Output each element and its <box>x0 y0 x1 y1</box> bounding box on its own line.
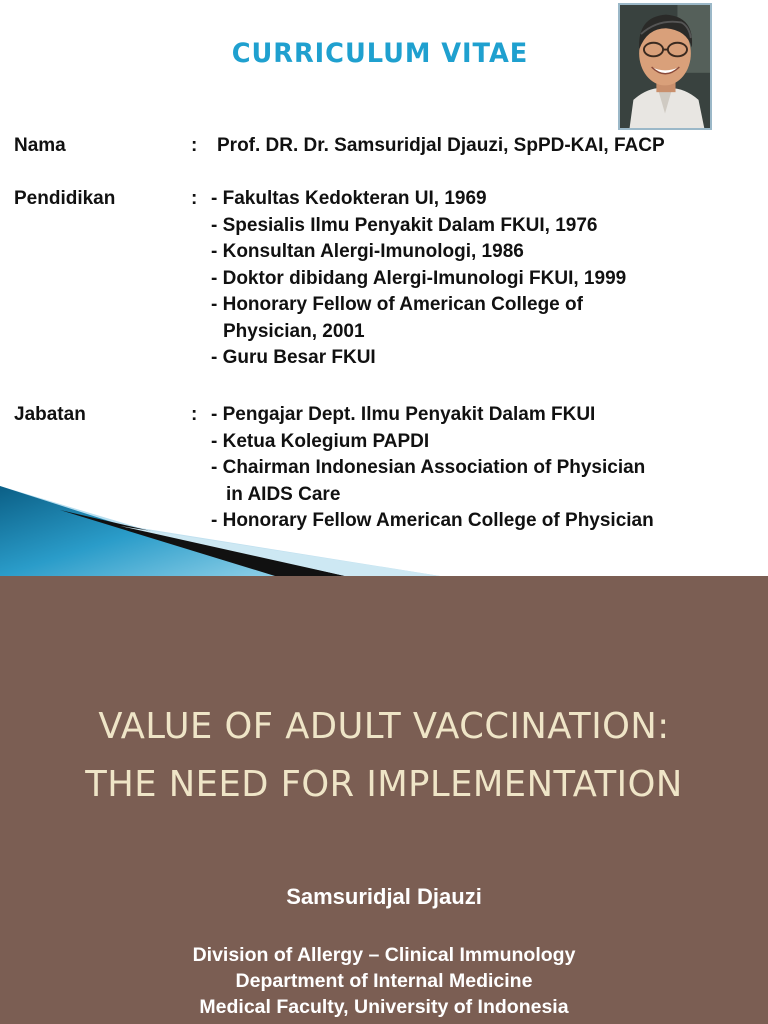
title-line: VALUE OF ADULT VACCINATION: <box>98 706 670 747</box>
pendidikan-item: - Honorary Fellow of American College of <box>211 294 583 315</box>
pendidikan-item: - Fakultas Kedokteran UI, 1969 <box>211 188 487 209</box>
title-line: THE NEED FOR IMPLEMENTATION <box>85 764 683 805</box>
jabatan-colon: : <box>191 404 198 425</box>
decorative-swoosh <box>0 480 768 576</box>
nama-label: Nama <box>14 135 66 156</box>
pendidikan-item: - Konsultan Alergi-Imunologi, 1986 <box>211 241 524 262</box>
jabatan-item: in AIDS Care <box>226 483 341 505</box>
title-slide <box>0 576 768 1024</box>
affiliation <box>0 942 768 1020</box>
pendidikan-item: Physician, 2001 <box>223 320 365 342</box>
jabatan-item: - Ketua Kolegium PAPDI <box>211 430 430 452</box>
jabatan-item: - Chairman Indonesian Association of Physician <box>211 457 646 478</box>
nama-value: Prof. DR. Dr. Samsuridjal Djauzi, SpPD-KAI, FACP <box>217 135 665 156</box>
pendidikan-item: - Doktor dibidang Alergi-Imunologi FKUI, 1999 <box>211 267 627 289</box>
presentation-title <box>0 698 768 814</box>
author-name: Samsuridjal Djauzi <box>286 884 482 909</box>
affiliation-line: Division of Allergy – Clinical Immunology <box>192 944 576 966</box>
jabatan-item: - Honorary Fellow American College of Physician <box>211 510 654 531</box>
jabatan-label: Jabatan <box>14 404 86 425</box>
pendidikan-item: - Guru Besar FKUI <box>211 347 376 368</box>
jabatan-item: - Pengajar Dept. Ilmu Penyakit Dalam FKUI <box>211 404 596 425</box>
pendidikan-item: - Spesialis Ilmu Penyakit Dalam FKUI, 1976 <box>211 214 598 236</box>
pendidikan-label: Pendidikan <box>14 188 116 209</box>
affiliation-line: Medical Faculty, University of Indonesia <box>199 996 569 1018</box>
cv-title: CURRICULUM VITAE <box>231 38 529 69</box>
portrait-photo <box>618 3 712 130</box>
pendidikan-colon: : <box>191 188 198 209</box>
affiliation-line: Department of Internal Medicine <box>235 970 533 992</box>
pendidikan-list <box>211 186 626 372</box>
nama-colon: : <box>191 135 198 156</box>
